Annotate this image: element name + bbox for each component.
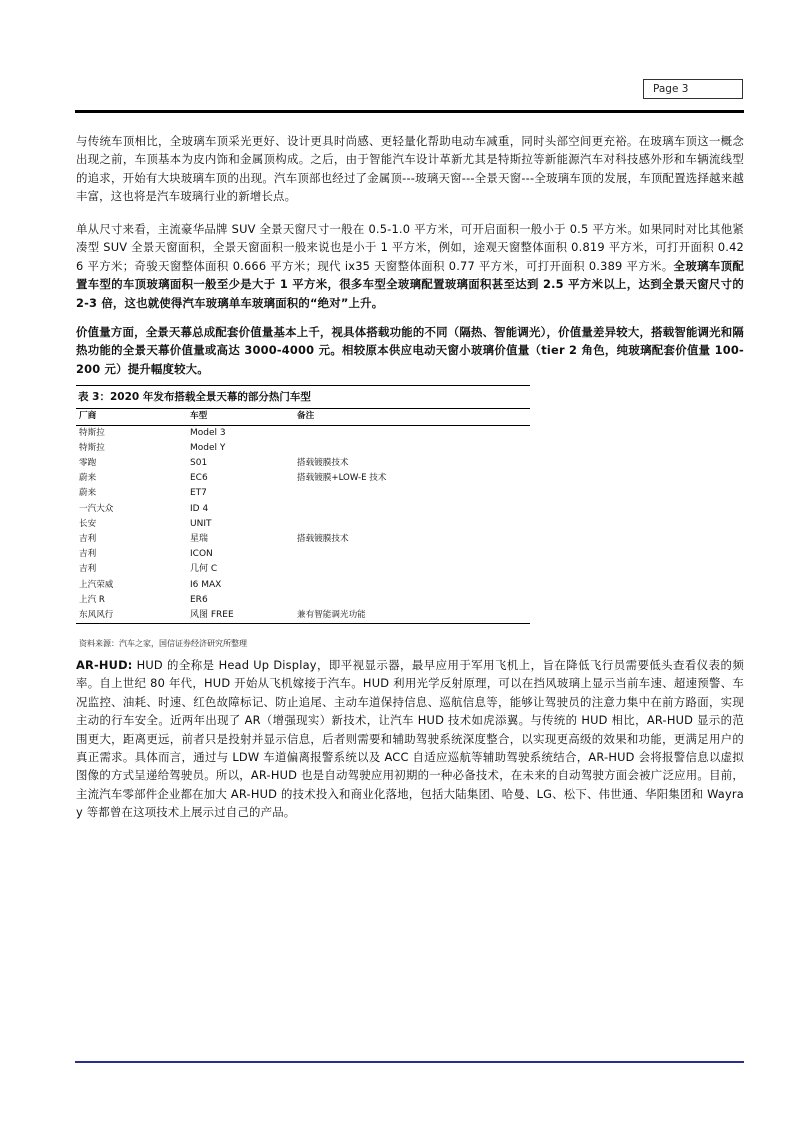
cell-model: ID 4 xyxy=(190,503,209,514)
cell-model: UNIT xyxy=(190,518,212,529)
cell-manufacturer: 零跑 xyxy=(79,458,97,468)
table-row xyxy=(76,486,530,501)
cell-remarks xyxy=(294,441,530,456)
table-row xyxy=(76,562,530,577)
cell-remarks xyxy=(294,502,530,517)
table-row xyxy=(76,502,530,517)
cell-remarks xyxy=(294,562,530,577)
cell-model: ICON xyxy=(190,549,213,560)
cell-model: EC6 xyxy=(190,473,208,484)
table-title: 表 3：2020 年发布搭载全景天幕的部分热门车型 xyxy=(78,391,311,403)
table-source-note: 资料来源：汽车之家，国信证券经济研究所整理 xyxy=(79,639,247,648)
cell-remarks: 搭载镀膜技术 xyxy=(297,458,349,468)
size-comparison-text: 单从尺寸来看，主流豪华品牌 SUV 全景天窗尺寸一般在 0.5-1.0 平方米，可开启面积一般小于 0.5 平方米。如果同时对比其他紧凑型 SUV 全景天窗面积，全景天窗面积一般来说也是小于 1 平方米，例如，途观天窗整体面积 0.819 平方米，可打开面积 0.426 平方米；奇骏天窗整体面积 0.666 平方米；现代 ix35 天窗整体面积 0.77 平方米，可打开面积 0.389 平方米。 xyxy=(76,222,744,273)
ar-hud-label: AR-HUD: xyxy=(76,658,133,672)
header-model: 车型 xyxy=(187,409,294,425)
cell-remarks xyxy=(294,425,530,441)
page-number-box xyxy=(643,79,743,99)
cell-remarks xyxy=(294,517,530,532)
cell-manufacturer: 特斯拉 xyxy=(79,427,105,438)
cell-model: ET7 xyxy=(190,488,207,499)
cell-manufacturer: 长安 xyxy=(79,518,97,529)
cell-manufacturer: 一汽大众 xyxy=(79,503,114,514)
cell-manufacturer: 蔚来 xyxy=(79,488,97,499)
cell-manufacturer: 蔚来 xyxy=(79,473,97,484)
cell-remarks: 搭载镀膜+LOW-E 技术 xyxy=(297,473,387,484)
table-row xyxy=(76,532,530,547)
table-row xyxy=(76,441,530,456)
cell-model: Model Y xyxy=(190,442,226,453)
table-row xyxy=(76,456,530,471)
cell-model: 几何 C xyxy=(190,564,218,575)
cell-remarks xyxy=(294,593,530,608)
table-row xyxy=(76,471,530,486)
page-number: Page 3 xyxy=(653,83,689,95)
table-row xyxy=(76,608,530,623)
cell-manufacturer: 吉利 xyxy=(79,534,97,545)
cell-remarks xyxy=(294,547,530,562)
cell-manufacturer: 吉利 xyxy=(79,564,97,575)
ar-hud-text: HUD 的全称是 Head Up Display，即平视显示器，最早应用于军用飞机上，旨在降低飞行员需要低头查看仪表的频率。自上世纪 80 年代，HUD 开始从飞机嫁接于汽车。HUD 利用光学反射原理，可以在挡风玻璃上显示当前车速、超速预警、车况监控、油耗、时速、红色故障标记、防止追尾、主动车道保持信息、巡航信息等，能够让驾驶员的注意力集中在前方路面，实现主动的行车安全。近两年出现了 AR（增强现实）新技术，让汽车 HUD 技术如虎添翼。与传统的 HUD 相比，AR-HUD 显示的范围更大，距离更远，前者只是投射并显示信息，后者则需要和辅助驾驶系统深度整合，以实现更高级的效果和功能，更满足用户的真正需求。具体而言，通过与 LDW 车道偏离报警系统以及 ACC 自适应巡航等辅助驾驶系统结合，AR-HUD 会将报警信息以虚拟图像的方式呈递给驾驶员。所以，AR-HUD 也是自动驾驶应用初期的一种必备技术，在未来的自动驾驶方面会被广泛应用。目前，主流汽车零部件企业都在加大 AR-HUD 的技术投入和商业化落地，包括大陆集团、哈曼、LG、松下、伟世通、华阳集团和 Wayray 等都曾在这项技术上展示过自己的产品。 xyxy=(76,658,744,820)
paragraph-size-comparison xyxy=(76,220,744,312)
car-model-grid xyxy=(76,409,530,623)
cell-manufacturer: 上汽 R xyxy=(79,594,105,605)
header-manufacturer: 厂商 xyxy=(76,409,187,425)
table-row xyxy=(76,547,530,562)
table-row xyxy=(76,517,530,532)
cell-manufacturer: 东风风行 xyxy=(79,610,114,621)
cell-remarks: 搭载镀膜技术 xyxy=(297,534,349,545)
table-bottom-rule xyxy=(76,623,530,624)
paragraph-ar-hud xyxy=(76,656,744,822)
table-header-row xyxy=(76,409,530,425)
cell-model: Model 3 xyxy=(190,427,226,438)
cell-model: S01 xyxy=(190,458,208,468)
cell-model: I6 MAX xyxy=(190,579,222,590)
cell-model: ER6 xyxy=(190,594,208,605)
cell-remarks xyxy=(294,578,530,593)
header-remarks: 备注 xyxy=(294,409,530,425)
car-model-table xyxy=(76,385,530,624)
cell-remarks xyxy=(294,486,530,501)
cell-manufacturer: 特斯拉 xyxy=(79,442,105,453)
cell-remarks: 兼有智能调光功能 xyxy=(297,610,366,621)
cell-model: 风图 FREE xyxy=(190,610,234,621)
paragraph-value-analysis: 价值量方面，全景天幕总成配套价值量基本上千，视具体搭载功能的不同（隔热、智能调光），价值量差异较大，搭载智能调光和隔热功能的全景天幕价值量或高达 3000-4000 元。相较原本供应电动天窗小玻璃价值量（tier 2 角色，纯玻璃配套价值量 100-200 元）提升幅度较大。 xyxy=(76,325,744,376)
table-row xyxy=(76,593,530,608)
cell-manufacturer: 吉利 xyxy=(79,549,97,560)
cell-manufacturer: 上汽荣威 xyxy=(79,579,114,590)
size-comparison-bold: 全玻璃车顶配置车型的车顶玻璃面积一般至少是大于 1 平方米，很多车型全玻璃配置玻璃面积甚至达到 2.5 平方米以上，达到全景天窗尺寸的 2-3 倍，这也就使得汽车玻璃单车玻璃面积的“绝对”上升。 xyxy=(76,258,744,310)
header-rule xyxy=(75,110,744,113)
table-row xyxy=(76,578,530,593)
footer-rule xyxy=(75,1061,744,1063)
paragraph-glass-roof-intro: 与传统车顶相比，全玻璃车顶采光更好、设计更具时尚感、更轻量化帮助电动车减重，同时头部空间更充裕。在玻璃车顶这一概念出现之前，车顶基本为皮内饰和金属顶构成。之后，由于智能汽车设计革新尤其是特斯拉等新能源汽车对科技感外形和车辆流线型的追求，开始有大块玻璃车顶的出现。汽车顶部也经过了金属顶---玻璃天窗---全景天窗---全玻璃车顶的发展，车顶配置选择越来越丰富，这也将是汽车玻璃行业的新增长点。 xyxy=(76,134,744,204)
cell-model: 星瑞 xyxy=(190,534,209,545)
table-row xyxy=(76,425,530,441)
